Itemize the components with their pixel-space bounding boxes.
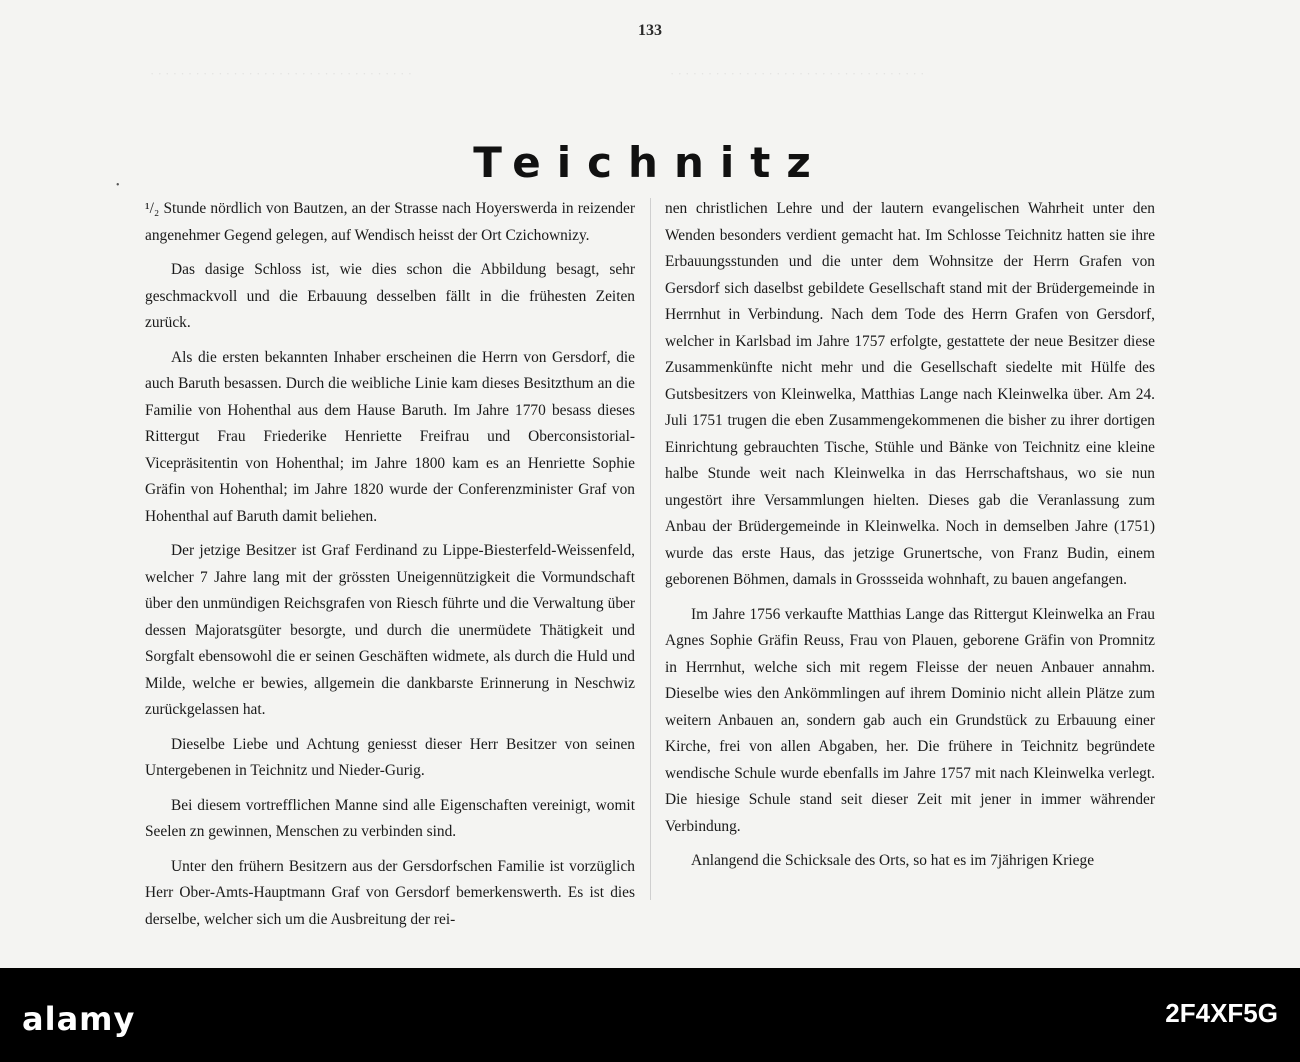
- left-text-column: [145, 196, 635, 941]
- stock-logo: alamy: [22, 1000, 136, 1038]
- image-id: 2F4XF5G: [1165, 998, 1278, 1028]
- paragraph: Bei diesem vortrefflichen Manne sind alle Eigenschaften vereinigt, womit Seelen zn gewinnen, Menschen zu verbinden sind.: [145, 796, 635, 840]
- paragraph: Als die ersten bekannten Inhaber erscheinen die Herrn von Gersdorf, die auch Baruth besassen. Durch die weibliche Linie kam dieses Besitzthum an die Familie von Hohenthal aus dem Hause Baruth. Im Jahre 1770 besass dieses Rittergut Frau Friederike Henriette Freifrau und Oberconsistorial-Vicepräsitentin von Hohenthal; im Jahre 1800 kam es an Henriette Sophie Gräfin von Hohenthal; im Jahre 1820 wurde der Conferenzminister Graf von Hohenthal auf Baruth damit beliehen.: [145, 348, 635, 525]
- paragraph: ¹/₂ Stunde nördlich von Bautzen, an der Strasse nach Hoyerswerda in reizender angenehmer Gegend gelegen, auf Wendisch heisst der Ort Czichownizy.: [145, 200, 635, 244]
- paragraph: Unter den frühern Besitzern aus der Gersdorfschen Familie ist vorzüglich Herr Ober-Amts-Hauptmann Graf von Gersdorf bemerkenswerth. Es ist dies derselbe, welcher sich um die Ausbreitung der rei-: [145, 857, 635, 928]
- print-speck: •: [116, 180, 120, 191]
- paragraph: Der jetzige Besitzer ist Graf Ferdinand zu Lippe-Biesterfeld-Weissenfeld, welcher 7 Jahre lang mit der grössten Uneigennützigkeit die Vormundschaft über den unmündigen Reichsgrafen von Riesch führte und die Verwaltung über dessen Majoratsgüter besorgte, und durch die unermüdete Thätigkeit und Sorgfalt ebensowohl die er seinen Geschäften widmete, als durch die Huld und Milde, welche er bewies, allgemein die dankbarste Erinnerung in Neschwiz zurückgelassen hat.: [145, 542, 635, 718]
- paragraph: Das dasige Schloss ist, wie dies schon die Abbildung besagt, sehr geschmackvoll und die Erbauung desselben fällt in die frühesten Zeiten zurück.: [145, 261, 635, 331]
- bleed-through-text: · · · · · · · · · · · · · · · · · · · · · · · · · · · · · · · · · · ·: [150, 66, 413, 81]
- bleed-through-text: · · · · · · · · · · · · · · · · · · · · · · · · · · · · · · · · · ·: [670, 66, 925, 81]
- paragraph: Anlangend die Schicksale des Orts, so hat es im 7jährigen Kriege: [691, 852, 1095, 869]
- paragraph: nen christlichen Lehre und der lautern evangelischen Wahrheit unter den Wenden besonders verdient gemacht hat. Im Schlosse Teichnitz hatten sie ihre Erbauungsstunden und die unter dem Wohnsitze der Herrn Grafen von Gersdorf sich daselbst gebildete Gesellschaft stand mit der Brüdergemeinde in Herrnhut in Verbindung. Nach dem Tode des Herrn Grafen von Gersdorf, welcher in Karlsbad im Jahre 1757 erfolgte, gestattete der neue Besitzer diese Zusammenkünfte nicht mehr und die Gesellschaft siedelte mit Hülfe des Gutsbesitzers von Kleinwelka, Matthias Lange nach Kleinwelka über. Am 24. Juli 1751 trugen die eben Zusammengekommenen die bisher zu ihrer dortigen Einrichtung gebrauchten Tische, Stühle und Bänke von Teichnitz eine kleine halbe Stunde weit nach Kleinwelka in das Herrschaftshaus, wo sie nun ungestört ihre Versammlungen hielten. Dieses gab die Veranlassung zum Anbau der Brüdergemeinde in Kleinwelka. Noch in demselben Jahre (1751) wurde das erste Haus, das jetzige Grunertsche, von Franz Budin, einem geborenen Böhmen, damals in Grossseida wohnhaft, zu bauen angefangen.: [665, 200, 1155, 588]
- column-divider: [650, 198, 651, 900]
- right-text-column: [665, 196, 1155, 883]
- page-title: Teichnitz: [473, 138, 827, 187]
- watermark-footer-bar: [0, 968, 1300, 1062]
- paragraph: Im Jahre 1756 verkaufte Matthias Lange das Rittergut Kleinwelka an Frau Agnes Sophie Gräfin Reuss, Frau von Plauen, geborene Gräfin von Promnitz in Herrnhut, welche sich mit regem Fleisse der neuen Anbauer annahm. Dieselbe wies den Ankömmlingen auf ihrem Dominio nicht allein Plätze zum weitern Anbauen an, sondern gab auch ein Grundstück zu Erbauung einer Kirche, frei von allen Abgaben, her. Die frühere in Teichnitz begründete wendische Schule wurde ebenfalls im Jahre 1757 mit nach Kleinwelka verlegt. Die hiesige Schule stand seit dieser Zeit mit jener in immer währender Verbindung.: [665, 605, 1155, 835]
- paragraph: Dieselbe Liebe und Achtung geniesst dieser Herr Besitzer von seinen Untergebenen in Teichnitz und Nieder-Gurig.: [145, 735, 635, 779]
- page-number: 133: [638, 22, 662, 39]
